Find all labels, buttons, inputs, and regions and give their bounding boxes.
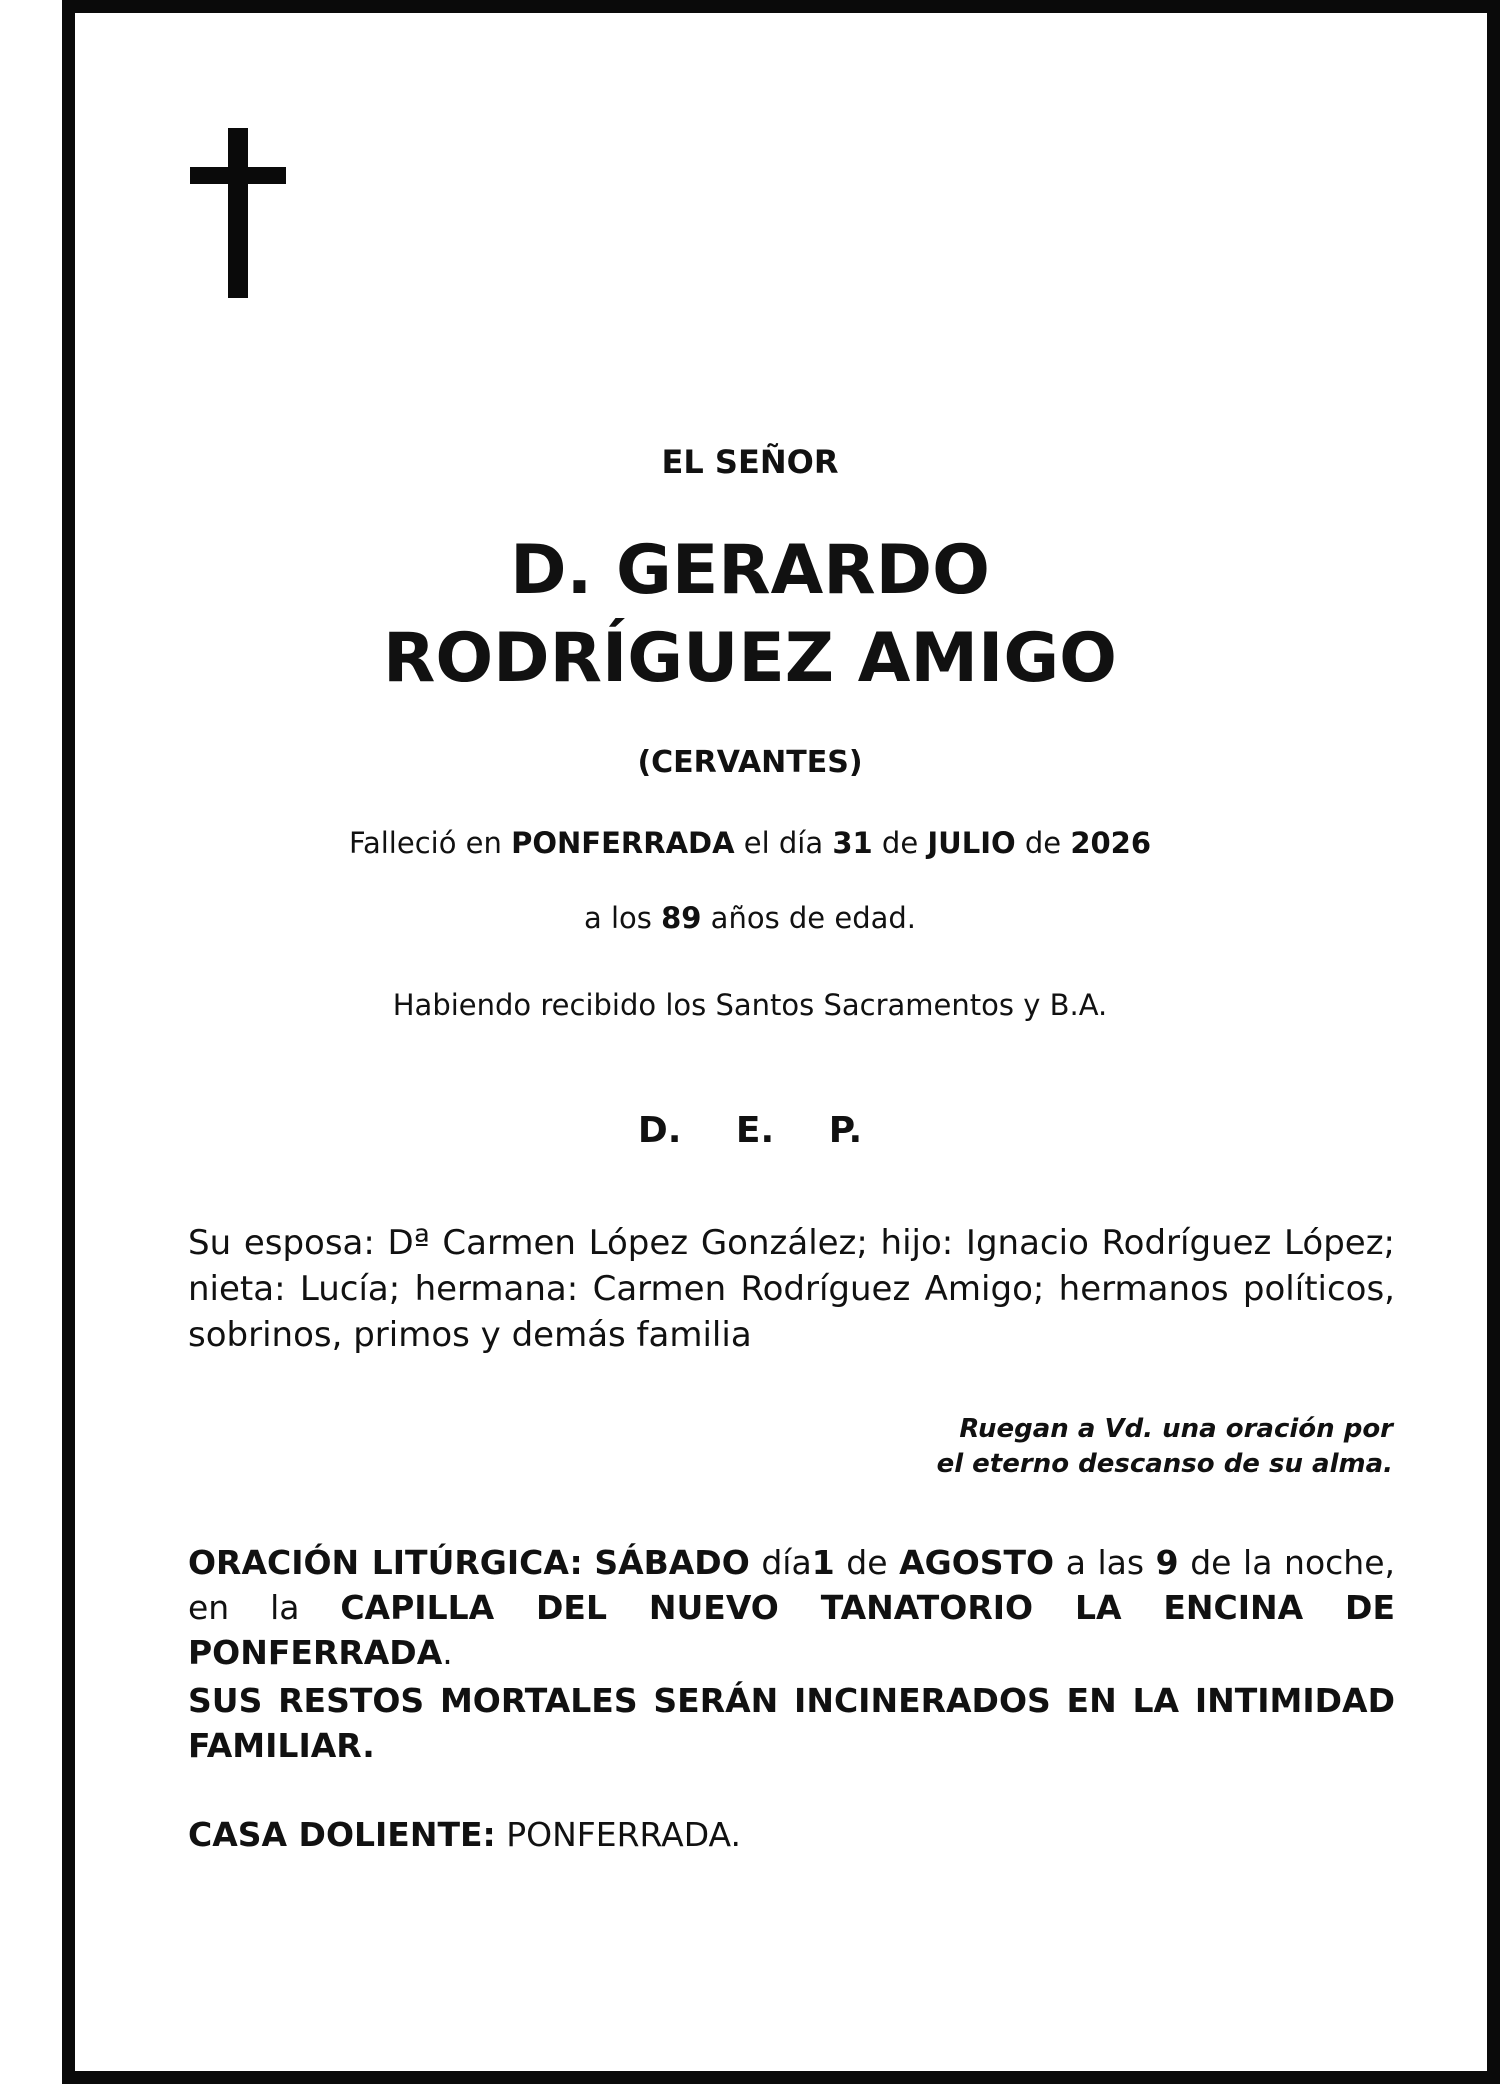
- deceased-name: [150, 527, 1350, 703]
- rite-text3: a las: [1054, 1543, 1156, 1582]
- rite-text5: .: [442, 1633, 453, 1672]
- death-text1: Falleció en: [348, 826, 512, 860]
- rite-day-name: SÁBADO: [594, 1543, 750, 1582]
- liturgical-prayer-paragraph: [188, 1540, 1395, 1675]
- house-value: PONFERRADA.: [495, 1815, 742, 1854]
- sacraments-line: Habiendo recibido los Santos Sacramentos y B.A.: [392, 988, 1108, 1022]
- death-day: 31: [832, 826, 873, 860]
- rite-month: AGOSTO: [899, 1543, 1055, 1582]
- age-suffix: años de edad.: [710, 901, 917, 935]
- rite-text2: de: [834, 1543, 900, 1582]
- mourning-house: [188, 1812, 1395, 1857]
- rite-text4: de la noche, en la: [188, 1543, 1395, 1627]
- cross-vertical-bar: [228, 128, 248, 298]
- deceased-name-line1: D. GERARDO: [510, 531, 990, 610]
- house-label: CASA DOLIENTE:: [188, 1815, 496, 1854]
- cremation-notice: SUS RESTOS MORTALES SERÁN INCINERADOS EN LA INTIMIDAD FAMILIAR.: [188, 1681, 1395, 1765]
- dep-abbreviation: D. E. P.: [637, 1110, 863, 1151]
- age-prefix: a los: [583, 901, 662, 935]
- rite-day: 1: [811, 1543, 835, 1582]
- prayer-line1: Ruegan a Vd. una oración por: [959, 1414, 1393, 1444]
- death-place: PONFERRADA: [511, 826, 735, 860]
- deceased-alias: (CERVANTES): [637, 745, 863, 780]
- family-paragraph: Su esposa: Dª Carmen López González; hijo: Ignacio Rodríguez López; nieta: Lucía; hermana: Carmen Rodríguez Amigo; hermanos políticos, sobrinos, primos y demás familia: [188, 1223, 1395, 1355]
- document-border: [62, 0, 1500, 2084]
- death-month: JULIO: [927, 826, 1016, 860]
- cross-horizontal-bar: [190, 167, 286, 184]
- age-line: [150, 901, 1350, 935]
- rite-hour: 9: [1155, 1543, 1179, 1582]
- death-year: 2026: [1070, 826, 1152, 860]
- rite-location: CAPILLA DEL NUEVO TANATORIO LA ENCINA DE PONFERRADA: [188, 1588, 1395, 1672]
- rite-text1: día: [749, 1543, 812, 1582]
- rite-label: ORACIÓN LITÚRGICA:: [188, 1543, 583, 1582]
- death-text2: el día: [734, 826, 833, 860]
- prayer-line2: el eterno descanso de su alma.: [936, 1449, 1393, 1479]
- death-notice: [150, 826, 1350, 860]
- death-text4: de: [1015, 826, 1071, 860]
- salutation: EL SEÑOR: [661, 443, 839, 481]
- deceased-name-line2: RODRÍGUEZ AMIGO: [383, 619, 1117, 698]
- death-text3: de: [872, 826, 928, 860]
- prayer-request: [800, 1412, 1393, 1482]
- cross-icon: [190, 128, 286, 298]
- age-value: 89: [661, 901, 702, 935]
